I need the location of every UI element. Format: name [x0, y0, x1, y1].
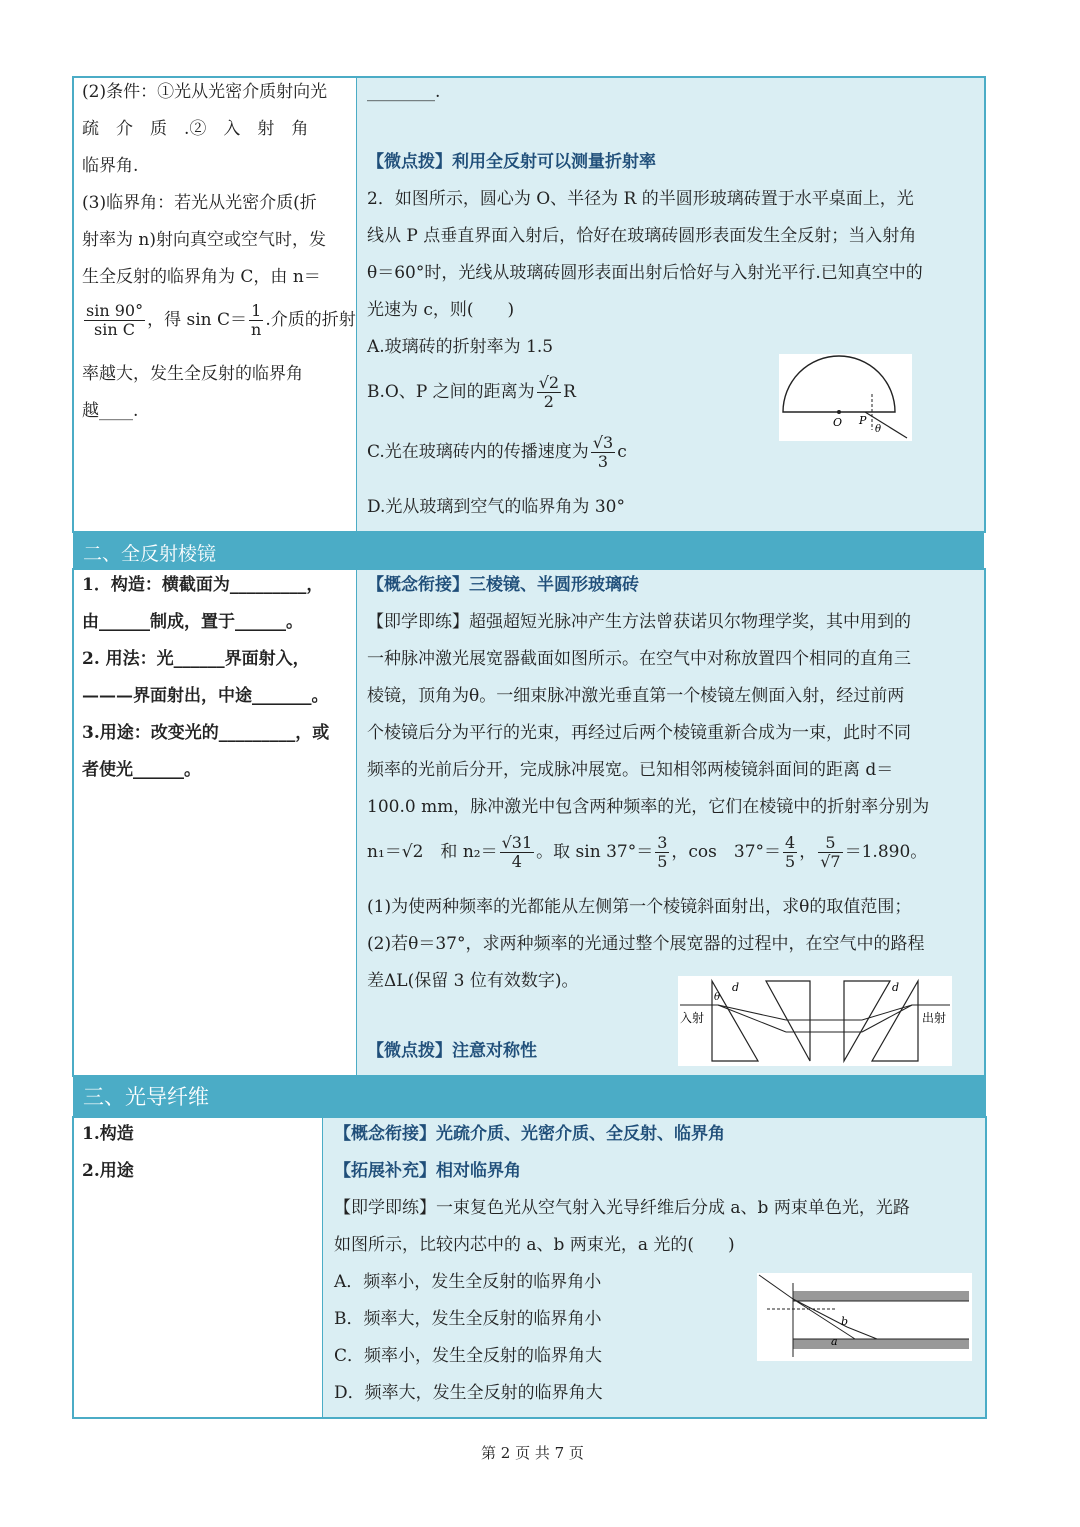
s3-right-ext: 【拓展补充】相对临界角: [334, 1161, 521, 1181]
s3-option-b: B．频率大，发生全反射的临界角小: [334, 1309, 602, 1329]
s1-right-tip: 【微点拨】利用全反射可以测量折射率: [367, 152, 656, 172]
s3-divider: [322, 1117, 323, 1417]
s3-title: 三、光导纤维: [83, 1085, 209, 1109]
s2-divider: [356, 569, 357, 1075]
s1-left-formula: $\frac{\sin 90^\circ}{\text{sin C}}$ ，得 sin C＝ $\frac{1}{n}$ .介质的折射: [86, 301, 356, 339]
s2-right-p4: 个棱镜后分为平行的光束，再经过后两个棱镜重新合成为一束，此时不同: [367, 723, 911, 743]
table-border-top: [72, 76, 986, 533]
s3-option-a: A．频率小，发生全反射的临界角小: [334, 1272, 602, 1292]
s1-option-d: D.光从玻璃到空气的临界角为 30°: [367, 497, 625, 517]
s2-right-p3: 棱镜，顶角为θ。一细束脉冲激光垂直第一个棱镜左侧面入射，经过前两: [367, 686, 905, 706]
s1-divider: [356, 77, 357, 531]
frac-1-over-n: $\frac{1}{n}$: [251, 301, 262, 339]
s3-left-l1: 1.构造: [82, 1124, 134, 1144]
s1-right-blank: ________.: [367, 82, 441, 102]
fig-label-o: O: [833, 416, 843, 429]
s1-right-q1: 2．如图所示，圆心为 O、半径为 R 的半圆形玻璃砖置于水平桌面上，光: [367, 189, 914, 209]
s1-option-c: C.光在玻璃砖内的传播速度为 $\frac{√3}{3}$ c: [367, 433, 627, 471]
table-border-middle: [72, 568, 986, 1077]
s1-right-q4: 光速为 c，则( ): [367, 300, 515, 320]
s2-right-tip: 【微点拨】注意对称性: [367, 1041, 537, 1061]
page-footer: 第 2 页 共 7 页: [481, 1444, 584, 1462]
s1-left-l8: 率越大，发生全反射的临界角: [82, 364, 303, 384]
s3-title-bar: [73, 1075, 986, 1117]
s2-left-l4: ———界面射出，中途_______。: [82, 686, 329, 706]
s2-left-l1: 1．构造：横截面为_________，: [82, 575, 324, 595]
s2-right-p7: n₁＝√2 和 n₂＝ $\frac{√31}{4}$ 。取 sin 37°＝ $\frac{3}{5}$ ，cos 37°＝ $\frac{4}{5}$ ， $\frac{5}{√7}$ ＝1.890。: [367, 833, 928, 871]
s1-right-q3: θ＝60°时，光线从玻璃砖圆形表面出射后恰好与入射光平行.已知真空中的: [367, 263, 923, 283]
s2-right-p10: 差ΔL(保留 3 位有效数字)。: [367, 971, 579, 991]
table-border-bottom: [72, 1116, 987, 1419]
s1-left-l1: (2)条件：①光从光密介质射向光: [82, 82, 328, 102]
s2-right-p2: 一种脉冲激光展宽器截面如图所示。在空气中对称放置四个相同的直角三: [367, 649, 911, 669]
s2-right-p5: 频率的光前后分开，完成脉冲展宽。已知相邻两棱镜斜面间的距离 d＝: [367, 760, 894, 780]
fig-label-theta: θ: [875, 424, 882, 435]
s2-right-p9: (2)若θ＝37°，求两种频率的光通过整个展宽器的过程中，在空气中的路程: [367, 934, 925, 954]
s2-left-l2: 由______制成，置于______。: [82, 612, 303, 632]
s1-option-a: A.玻璃砖的折射率为 1.5: [367, 337, 554, 357]
s3-right-p2: 如图所示，比较内芯中的 a、b 两束光，a 光的( ): [334, 1235, 735, 1255]
fig-label-a: a: [831, 1335, 838, 1348]
s3-right-concept: 【概念衔接】光疏介质、光密介质、全反射、临界角: [334, 1124, 725, 1144]
s2-title: 二、全反射棱镜: [83, 543, 217, 565]
fig-label-d-right: d: [892, 981, 900, 994]
frac-sin90: $\frac{\sin 90^\circ}{\text{sin C}}$: [86, 301, 144, 339]
s2-right-concept: 【概念衔接】三棱镜、半圆形玻璃砖: [367, 575, 639, 595]
fig-label-out: 出射: [922, 1011, 947, 1025]
s2-right-p8: (1)为使两种频率的光都能从左侧第一个棱镜斜面射出，求θ的取值范围；: [367, 897, 912, 917]
fig-label-in: 入射: [680, 1011, 705, 1025]
s2-right-p6: 100.0 mm，脉冲激光中包含两种频率的光，它们在棱镜中的折射率分别为: [367, 797, 930, 817]
s1-left-l4: (3)临界角：若光从光密介质(折: [82, 193, 317, 213]
s3-right-p1: 【即学即练】一束复色光从空气射入光导纤维后分成 a、b 两束单色光，光路: [334, 1198, 910, 1218]
s2-left-l6: 者使光______。: [82, 760, 201, 780]
s1-left-l3: 临界角.: [82, 156, 139, 176]
s3-option-d: D．频率大，发生全反射的临界角大: [334, 1383, 603, 1403]
s1-left-l6: 生全反射的临界角为 C，由 n＝: [82, 267, 321, 287]
s3-option-c: C．频率小，发生全反射的临界角大: [334, 1346, 603, 1366]
s1-left-l9: 越____.: [82, 401, 139, 421]
s2-right-p1: 【即学即练】超强超短光脉冲产生方法曾获诺贝尔物理学奖，其中用到的: [367, 612, 911, 632]
s1-left-l2: 疏 介 质 .② 入 射 角: [82, 119, 309, 139]
s3-left-l2: 2.用途: [82, 1161, 134, 1181]
fig-label-b: b: [841, 1315, 849, 1328]
fig-label-theta2: θ: [714, 992, 721, 1003]
s1-option-b: B.O、P 之间的距离为 $\frac{√2}{2}$ R: [367, 373, 576, 411]
fig-label-p: P: [859, 414, 867, 427]
s1-left-l5: 射率为 n)射向真空或空气时，发: [82, 230, 326, 250]
s2-title-bar: [73, 531, 984, 569]
s2-left-l3: 2. 用法：光______界面射入，: [82, 649, 310, 669]
fig-label-d-left: d: [732, 981, 740, 994]
s2-left-l5: 3.用途：改变光的_________，或: [82, 723, 330, 743]
s1-right-q2: 线从 P 点垂直界面入射后，恰好在玻璃砖圆形表面发生全反射；当入射角: [367, 226, 917, 246]
